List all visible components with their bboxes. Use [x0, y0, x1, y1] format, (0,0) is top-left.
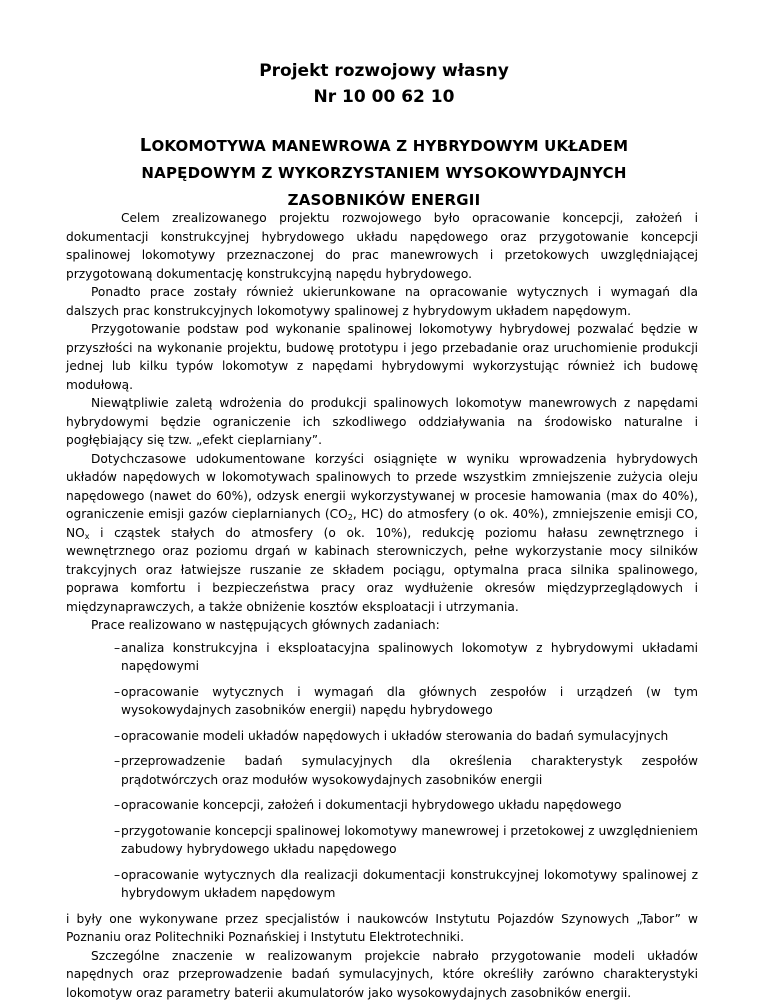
title-line2: NAPĘDOWYM Z WYKORZYSTANIEM WYSOKOWYDAJNYCH: [80, 160, 688, 187]
co2-subscript: 2: [348, 513, 353, 522]
list-item: [66, 727, 698, 746]
document-title: [80, 132, 688, 214]
title-line3: ZASOBNIKÓW ENERGII: [80, 187, 688, 214]
dash-bullet: –: [114, 796, 120, 815]
title-line1: [80, 132, 688, 160]
paragraph-7: i były one wykonywane przez specjalistów i naukowców Instytutu Pojazdów Szynowych „Tabor” w Poznaniu oraz Politechniki Poznańskiej i Instytutu Elektrotechniki.: [66, 910, 698, 947]
title-initial: L: [140, 135, 152, 156]
paragraph-3: Przygotowanie podstaw pod wykonanie spalinowej lokomotywy hybrydowej pozwalać będzie w przyszłości na wykonanie projektu, budowę prototypu i jego przebadanie oraz uruchomienie produkcji jednej lub kilku typów lokomotyw z napędami hybrydowymi wykorzystując również ich budowę modułową.: [66, 320, 698, 394]
paragraph-5: [66, 450, 698, 617]
list-item-text: przygotowanie koncepcji spalinowej lokomotywy manewrowej i przetokowej z uwzględnieniem zabudowy hybrydowego układu napędowego: [101, 822, 698, 859]
nox-subscript: x: [85, 532, 90, 541]
dash-bullet: –: [114, 866, 120, 885]
paragraph-6: Prace realizowano w następujących głównych zadaniach:: [66, 616, 698, 635]
body-text: [66, 209, 698, 1002]
list-item: [66, 796, 698, 815]
list-item-text: przeprowadzenie badań symulacyjnych dla określenia charakterystyk zespołów prądotwórczych oraz modułów wysokowydajnych zasobników energii: [101, 752, 698, 789]
dash-bullet: –: [114, 639, 120, 658]
list-item: [66, 683, 698, 720]
task-list: [66, 639, 698, 903]
dash-bullet: –: [114, 822, 120, 841]
list-item-text: opracowanie wytycznych i wymagań dla głównych zespołów i urządzeń (w tym wysokowydajnych zasobników energii) napędu hybrydowego: [101, 683, 698, 720]
list-item: [66, 822, 698, 859]
project-header: [0, 58, 768, 110]
list-item: [66, 866, 698, 903]
paragraph-5-part-c: i cząstek stałych do atmosfery (o ok. 10%), redukcję poziomu hałasu zewnętrznego i wewnętrznego oraz poziomu drgań w kabinach sterowniczych, pełne wykorzystanie mocy silników trakcyjnych oraz łatwiejsze ruszanie ze składem pociągu, optymalna praca silnika spalinowego, poprawa komfortu i bezpieczeństwa pracy oraz wydłużenie okresów międzyprzeglądowych i międzynaprawczych, a także obniżenie kosztów eksploatacji i utrzymania.: [66, 526, 698, 614]
paragraph-5-part-a: Dotychczasowe udokumentowane korzyści osiągnięte w wyniku wprowadzenia hybrydowych układów napędowych w lokomotywach spalinowych to przede wszystkim zmniejszenie zużycia oleju napędowego (nawet do 60%), odzysk energii wykorzystywanej w procesie hamowania (max do 40%), ograniczenie emisji gazów cieplarnianych (CO: [66, 452, 698, 522]
list-item: [66, 639, 698, 676]
list-item-text: opracowanie modeli układów napędowych i układów sterowania do badań symulacyjnych: [101, 727, 698, 746]
project-header-line1: Projekt rozwojowy własny: [0, 58, 768, 84]
title-line1-rest: OKOMOTYWA MANEWROWA Z HYBRYDOWYM UKŁADEM: [151, 137, 628, 155]
list-item-text: opracowanie wytycznych dla realizacji dokumentacji konstrukcyjnej lokomotywy spalinowej z hybrydowym układem napędowym: [101, 866, 698, 903]
dash-bullet: –: [114, 727, 120, 746]
list-item-text: analiza konstrukcyjna i eksploatacyjna spalinowych lokomotyw z hybrydowymi układami napędowymi: [101, 639, 698, 676]
paragraph-2: Ponadto prace zostały również ukierunkowane na opracowanie wytycznych i wymagań dla dalszych prac konstrukcyjnych lokomotywy spalinowej z hybrydowym układem napędowym.: [66, 283, 698, 320]
paragraph-5-part-b: , HC) do atmosfery (o ok. 40%), zmniejszenie emisji CO, NO: [66, 507, 698, 540]
dash-bullet: –: [114, 752, 120, 771]
project-number: Nr 10 00 62 10: [0, 84, 768, 110]
paragraph-4: Niewątpliwie zaletą wdrożenia do produkcji spalinowych lokomotyw manewrowych z napędami hybrydowymi będzie ograniczenie ich szkodliwego oddziaływania na środowisko naturalne i pogłębiający się tzw. „efekt cieplarniany”.: [66, 394, 698, 450]
list-item-text: opracowanie koncepcji, założeń i dokumentacji hybrydowego układu napędowego: [101, 796, 698, 815]
list-item: [66, 752, 698, 789]
paragraph-8: Szczególne znaczenie w realizowanym projekcie nabrało przygotowanie modeli układów napędnych oraz przeprowadzenie badań symulacyjnych, które określiły zarówno charakterystyki lokomotyw oraz parametry baterii akumulatorów jako wysokowydajnych zasobników energii.: [66, 947, 698, 1002]
paragraph-1: Celem zrealizowanego projektu rozwojowego było opracowanie koncepcji, założeń i dokumentacji konstrukcyjnej hybrydowego układu napędowego oraz przygotowanie koncepcji spalinowej lokomotywy przeznaczonej do prac manewrowych i przetokowych uwzględniającej przygotowaną dokumentację konstrukcyjną napędu hybrydowego.: [66, 209, 698, 283]
dash-bullet: –: [114, 683, 120, 702]
